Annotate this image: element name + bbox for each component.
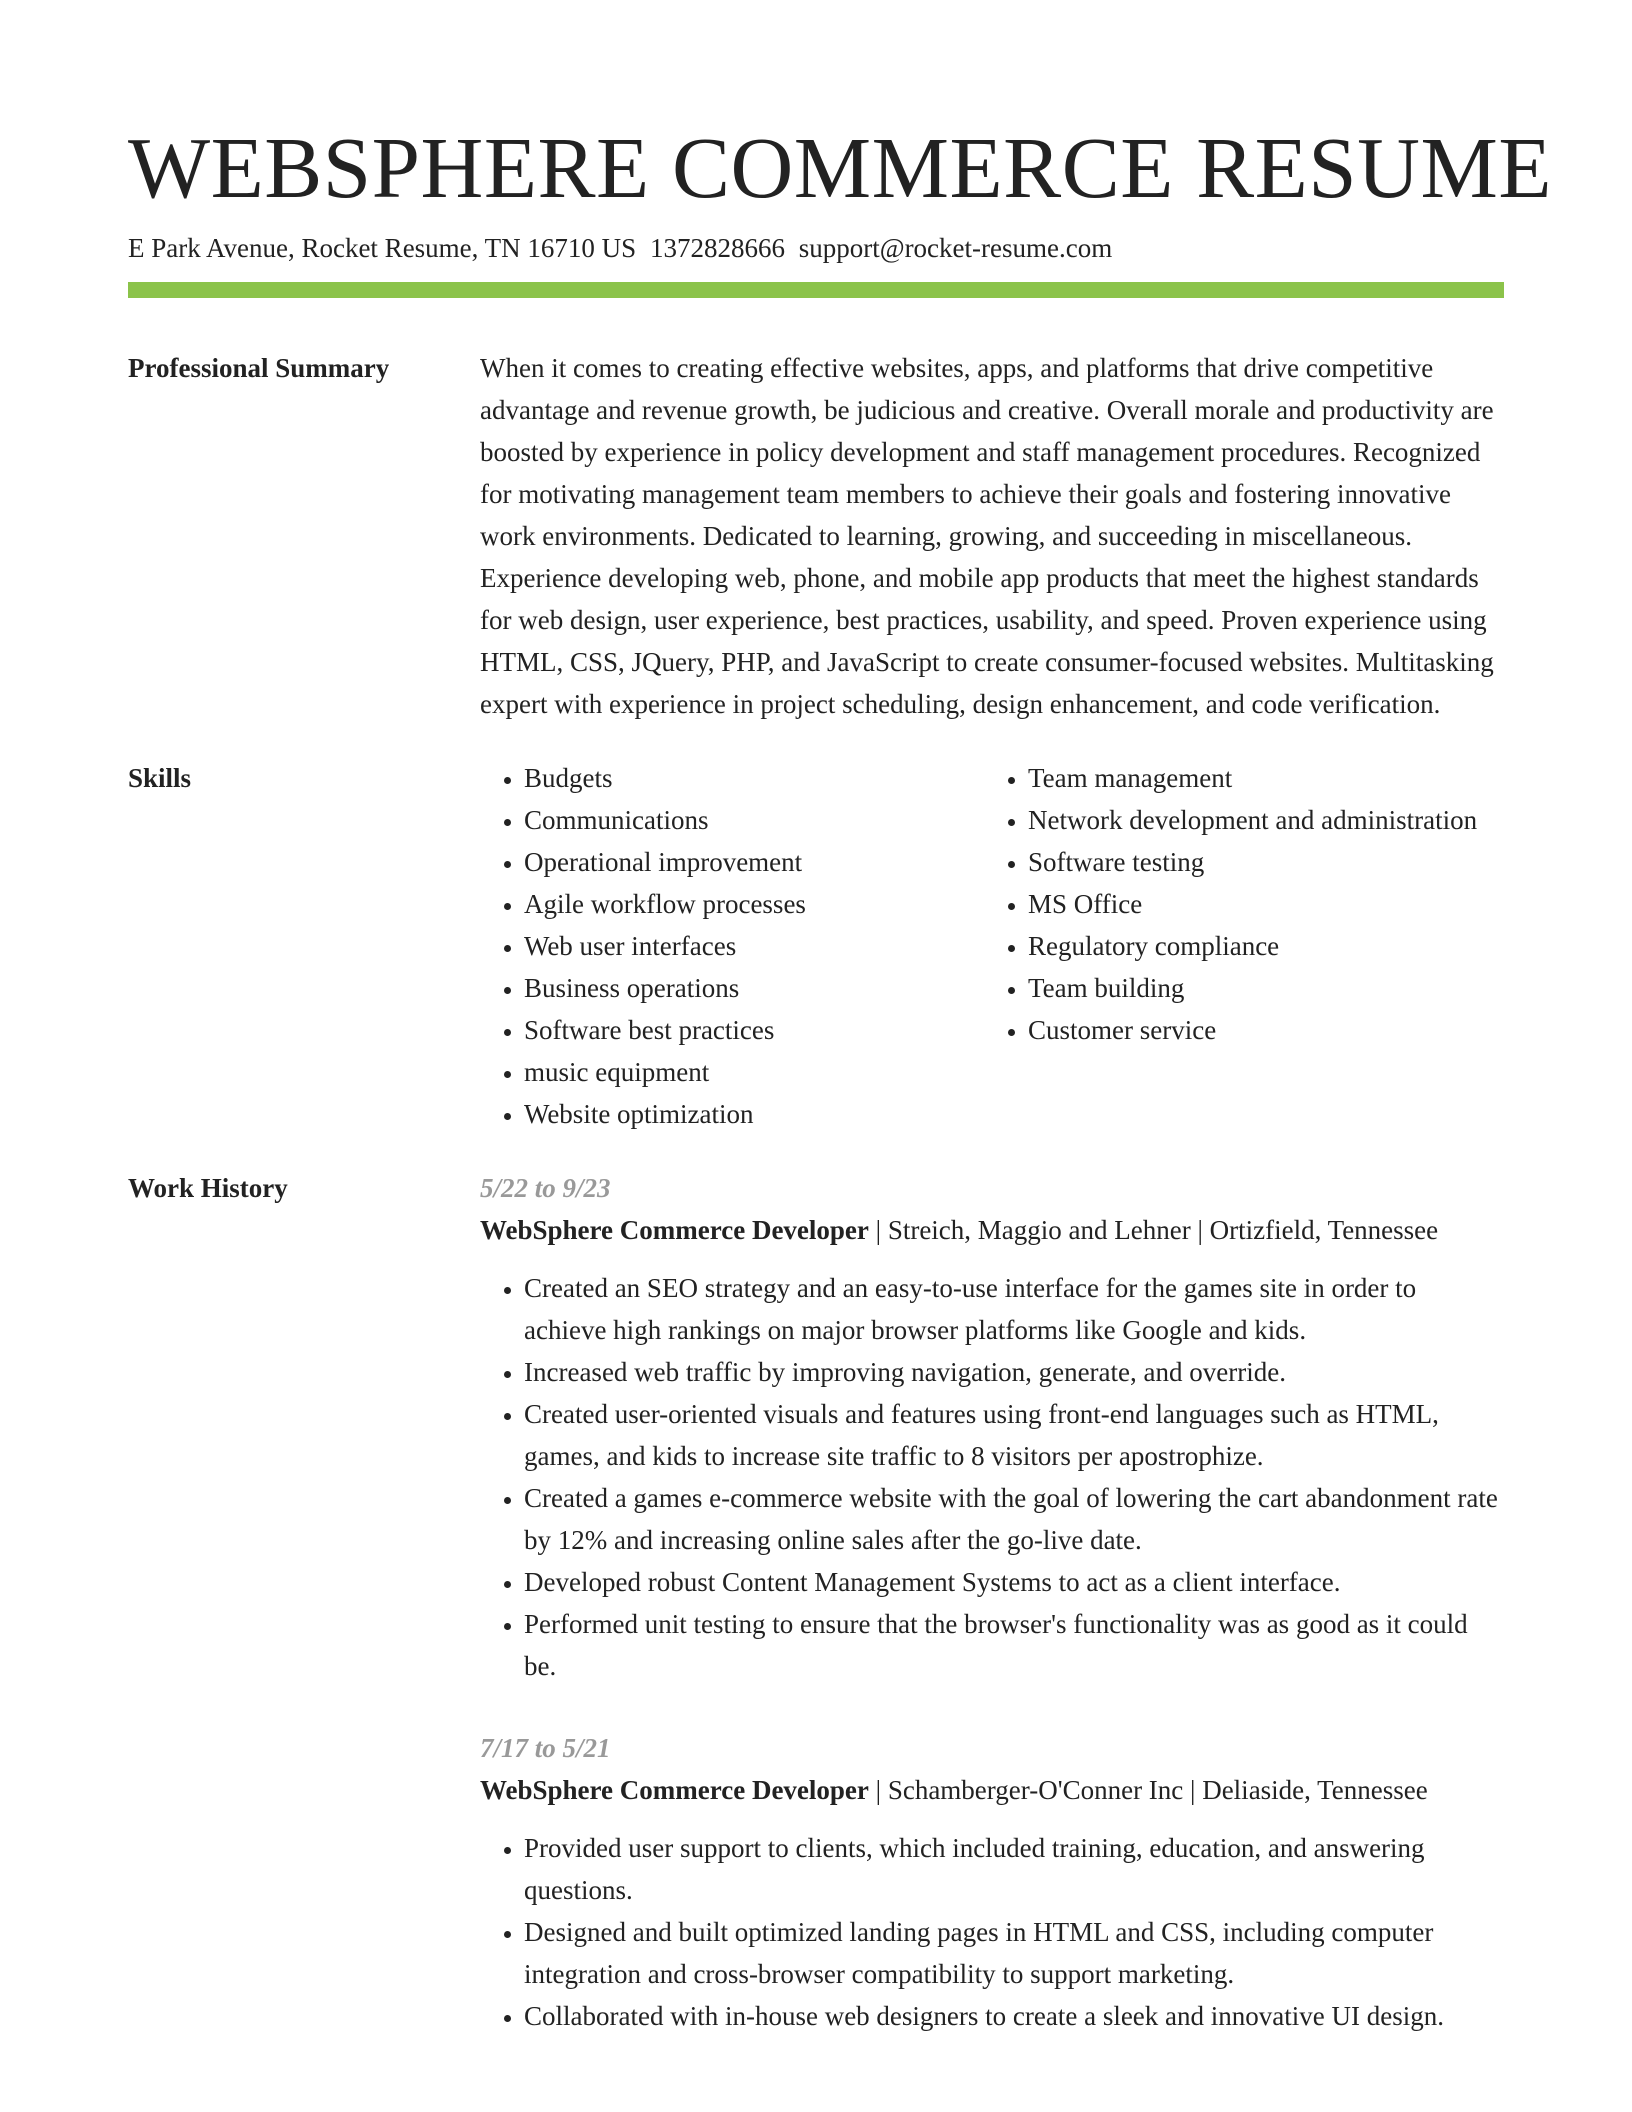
- job-location: Ortizfield, Tennessee: [1209, 1215, 1439, 1245]
- skills-list-right: [984, 757, 1488, 1135]
- skill-item: • Website optimization: [524, 1093, 984, 1135]
- job-bullet: • Designed and built optimized landing pages in HTML and CSS, including computer integration and cross-browser compatibility to support marketing.: [524, 1911, 1504, 1995]
- job-dates: 7/17 to 5/21: [480, 1733, 611, 1763]
- job-bullets: [480, 1827, 1504, 2037]
- skill-item: • Operational improvement: [524, 841, 984, 883]
- separator: |: [875, 1775, 882, 1805]
- job-title: WebSphere Commerce Developer: [480, 1775, 869, 1805]
- skill-item: • Agile workflow processes: [524, 883, 984, 925]
- skill-item: • music equipment: [524, 1051, 984, 1093]
- job-bullet: • Provided user support to clients, which included training, education, and answering questions.: [524, 1827, 1504, 1911]
- job-bullet: • Created an SEO strategy and an easy-to-use interface for the games site in order to achieve high rankings on major browser platforms like Google and kids.: [524, 1267, 1504, 1351]
- skill-item: • Web user interfaces: [524, 925, 984, 967]
- job-location: Deliaside, Tennessee: [1202, 1775, 1428, 1805]
- skill-item: • Business operations: [524, 967, 984, 1009]
- job-bullet: • Increased web traffic by improving navigation, generate, and override.: [524, 1351, 1504, 1393]
- summary-section: [128, 347, 1504, 725]
- skills-section: [128, 757, 1504, 1135]
- contact-email[interactable]: support@rocket-resume.com: [798, 233, 1113, 263]
- resume-title: WEBSPHERE COMMERCE RESUME: [128, 119, 1552, 216]
- job-bullet: • Created user-oriented visuals and features using front-end languages such as HTML, games, and kids to increase site traffic to 8 visitors per apostrophize.: [524, 1393, 1504, 1477]
- work-history-section: [128, 1167, 1504, 2037]
- separator: |: [1190, 1775, 1196, 1805]
- job-bullet: • Performed unit testing to ensure that the browser's functionality was as good as it could be.: [524, 1603, 1504, 1687]
- job-bullets: [480, 1267, 1504, 1687]
- skill-item: • Team management: [1028, 757, 1488, 799]
- section-heading-skills: Skills: [128, 763, 192, 793]
- skill-item: • MS Office: [1028, 883, 1488, 925]
- job-title: WebSphere Commerce Developer: [480, 1215, 869, 1245]
- section-heading-summary: Professional Summary: [128, 353, 390, 383]
- skill-item: • Network development and administration: [1028, 799, 1488, 841]
- contact-address: E Park Avenue, Rocket Resume, TN 16710 US: [128, 233, 637, 263]
- separator: |: [875, 1215, 882, 1245]
- skill-item: • Regulatory compliance: [1028, 925, 1488, 967]
- job-entry: [480, 1727, 1504, 2037]
- resume-page: [128, 0, 1552, 2037]
- job-bullet: • Developed robust Content Management Systems to act as a client interface.: [524, 1561, 1504, 1603]
- job-header: [480, 1209, 1504, 1251]
- skills-list-left: [480, 757, 984, 1135]
- skill-item: • Budgets: [524, 757, 984, 799]
- skill-item: • Team building: [1028, 967, 1488, 1009]
- job-company: Streich, Maggio and Lehner: [887, 1215, 1191, 1245]
- header-divider: [128, 282, 1504, 298]
- job-bullet: • Collaborated with in-house web designers to create a sleek and innovative UI design.: [524, 1995, 1504, 2037]
- contact-line: [128, 230, 1504, 266]
- contact-phone: 1372828666: [649, 233, 785, 263]
- separator: |: [1197, 1215, 1203, 1245]
- job-header: [480, 1769, 1504, 1811]
- job-company: Schamberger-O'Conner Inc: [887, 1775, 1184, 1805]
- job-entry: [480, 1167, 1504, 1687]
- job-dates: 5/22 to 9/23: [480, 1173, 611, 1203]
- skill-item: • Software testing: [1028, 841, 1488, 883]
- section-heading-work-history: Work History: [128, 1173, 288, 1203]
- summary-text: When it comes to creating effective websites, apps, and platforms that drive competitive advantage and revenue growth, be judicious and creative. Overall morale and productivity are boosted by experience in policy development and staff management procedures. Recognized for motivating management team members to achieve their goals and fostering innovative work environments. Dedicated to learning, growing, and succeeding in miscellaneous. Experience developing web, phone, and mobile app products that meet the highest standards for web design, user experience, best practices, usability, and speed. Proven experience using HTML, CSS, JQuery, PHP, and JavaScript to create consumer-focused websites. Multitasking expert with experience in project scheduling, design enhancement, and code verification.: [480, 353, 1494, 719]
- skill-item: • Communications: [524, 799, 984, 841]
- job-bullet: • Created a games e-commerce website with the goal of lowering the cart abandonment rate by 12% and increasing online sales after the go-live date.: [524, 1477, 1504, 1561]
- skill-item: • Customer service: [1028, 1009, 1488, 1051]
- skill-item: • Software best practices: [524, 1009, 984, 1051]
